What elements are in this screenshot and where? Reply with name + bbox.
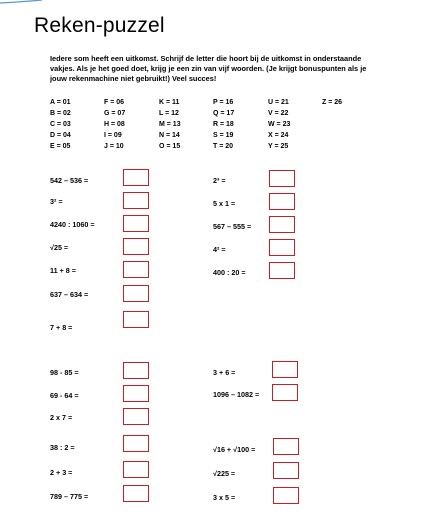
sum-label: 567 – 555 = [213, 222, 252, 231]
sum-label: 4240 : 1060 = [50, 220, 95, 229]
answer-box[interactable] [123, 192, 149, 209]
sum-label: 38 : 2 = [50, 443, 75, 452]
letter-code: M = 13 [159, 121, 181, 128]
sum-label: 637 – 634 = [50, 290, 89, 299]
sum-label: 7 + 8 = [50, 323, 73, 332]
letter-code: P = 16 [213, 99, 234, 106]
instruction-line: jouw rekenmachine niet gebruikt!) Veel succes! [50, 74, 217, 84]
sum-label: 4² = [213, 245, 226, 254]
answer-box[interactable] [269, 216, 295, 233]
sum-label: 69 - 64 = [50, 391, 79, 400]
answer-box[interactable] [123, 385, 149, 402]
answer-box[interactable] [123, 311, 149, 328]
page-title: Reken-puzzel [34, 14, 165, 37]
sum-label: 789 – 775 = [50, 492, 89, 501]
answer-box[interactable] [123, 362, 149, 379]
letter-code: W = 23 [268, 121, 291, 128]
sum-label: 3 x 5 = [213, 493, 236, 502]
sum-label: 2 + 3 = [50, 468, 73, 477]
answer-box[interactable] [269, 239, 295, 256]
answer-box[interactable] [273, 487, 299, 504]
instruction-line: Iedere som heeft een uitkomst. Schrijf de letter die hoort bij de uitkomst in onderstaande [50, 54, 362, 63]
letter-code: Q = 17 [213, 110, 235, 117]
answer-box[interactable] [123, 238, 149, 255]
instructions [50, 54, 410, 85]
instruction-line: vakjes. Als je het goed doet, krijg je een zin van vijf woorden. (Je krijgt bonuspunten als je [50, 64, 367, 74]
answer-box[interactable] [272, 384, 298, 401]
answer-box[interactable] [123, 485, 149, 502]
sum-label: √16 + √100 = [213, 445, 256, 454]
answer-box[interactable] [123, 285, 149, 302]
letter-code: O = 15 [159, 143, 181, 150]
answer-box[interactable] [123, 461, 149, 478]
letter-code: F = 06 [104, 99, 125, 106]
letter-code: I = 09 [104, 132, 122, 139]
sum-label: 542 – 536 = [50, 176, 89, 185]
sum-label: 5 x 1 = [213, 199, 236, 208]
answer-box[interactable] [272, 361, 298, 378]
sum-label: 11 + 8 = [50, 266, 76, 275]
answer-box[interactable] [123, 261, 149, 278]
sum-label: 2 x 7 = [50, 413, 73, 422]
letter-code: L = 12 [159, 110, 179, 117]
letter-code: Z = 26 [322, 99, 343, 106]
letter-code: T = 20 [213, 143, 234, 150]
letter-code: Y = 25 [268, 143, 289, 150]
letter-code: E = 05 [50, 143, 71, 150]
answer-box[interactable] [123, 169, 149, 186]
letter-code: G = 07 [104, 110, 126, 117]
corner-decoration [0, 0, 48, 14]
letter-code: K = 11 [159, 99, 180, 106]
answer-box[interactable] [273, 438, 299, 455]
answer-box[interactable] [269, 262, 295, 279]
answer-box[interactable] [123, 435, 149, 452]
letter-code: D = 04 [50, 132, 71, 139]
sum-label: 1096 – 1082 = [213, 390, 260, 399]
answer-box[interactable] [269, 170, 295, 187]
answer-box[interactable] [123, 215, 149, 232]
sum-label: 2³ = [213, 176, 226, 185]
sum-label: 3² = [50, 197, 63, 206]
letter-code: N = 14 [159, 132, 180, 139]
letter-code: C = 03 [50, 121, 71, 128]
sum-label: 3 + 6 = [213, 368, 236, 377]
letter-code: S = 19 [213, 132, 234, 139]
letter-code: X = 24 [268, 132, 289, 139]
sum-label: √225 = [213, 469, 236, 478]
answer-box[interactable] [269, 193, 295, 210]
sum-label: √25 = [50, 243, 69, 252]
letter-code: B = 02 [50, 110, 71, 117]
sum-label: 98 - 85 = [50, 368, 79, 377]
letter-code: R = 18 [213, 121, 234, 128]
letter-code: J = 10 [104, 143, 124, 150]
answer-box[interactable] [273, 462, 299, 479]
letter-code: V = 22 [268, 110, 289, 117]
letter-code: U = 21 [268, 99, 289, 106]
sum-label: 400 : 20 = [213, 268, 246, 277]
letter-code: H = 08 [104, 121, 125, 128]
answer-box[interactable] [123, 408, 149, 425]
letter-code: A = 01 [50, 99, 71, 106]
